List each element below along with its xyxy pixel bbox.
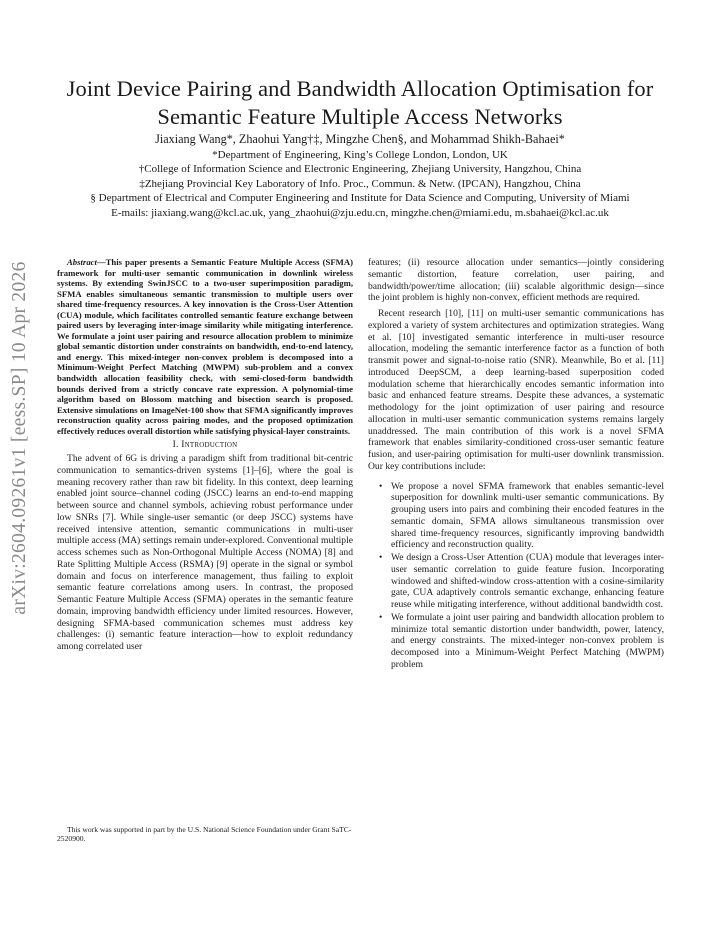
section-numeral: I. — [172, 439, 179, 451]
list-item — [368, 612, 664, 671]
arxiv-identifier-stamp — [5, 258, 35, 618]
contribution-list — [368, 481, 664, 671]
section-heading-introduction — [57, 439, 353, 451]
intro-paragraph-1: The advent of 6G is driving a paradigm shift from traditional bit-centric communication to semantics-driven systems [1]–[6], where the goal is meaning recovery rather than raw bit fidelity. In this context, deep learning enabled joint source–channel coding (JSCC) learns an end-to-end mapping between source and channel symbols, achieving robust performance under low SNRs [7]. While single-user semantic (or deep JSCC) systems have received intensive attention, semantic communications in multi-user multiple access (MA) settings remain under-explored. Conventional multiple access schemes such as Non-Orthogonal Multiple Access (NOMA) [8] and Rate Splitting Multiple Access (RSMA) [9] operate in the signal or symbol domain and focus on interference management, thus failing to exploit semantic feature correlations among users. In contrast, the proposed Semantic Feature Multiple Access (SFMA) operates in the semantic feature domain, improving bandwidth efficiency under limited resources. However, designing SFMA-based communication schemes must address key challenges: (i) semantic feature interaction—how to exploit redundancy among correlated user — [57, 453, 353, 653]
abstract-lead: Abstract — [67, 257, 97, 267]
bullet-marker: • — [379, 552, 383, 563]
abstract — [57, 257, 353, 436]
bullet-marker: • — [379, 480, 383, 492]
affiliation-line: †College of Information Science and Electronic Engineering, Zhejiang University, Hangzhou, China — [138, 163, 582, 176]
list-item — [368, 481, 664, 552]
affiliation-line: § Department of Electrical and Computer Engineering and Institute for Data Science and Computing, University of Miami — [90, 192, 630, 205]
abstract-text: —This paper presents a Semantic Feature Multiple Access (SFMA) framework for multi-user semantic communication in downlink wireless systems. By extending SwinJSCC to a two-user superimposition paradigm, SFMA enables simultaneous semantic transmission to multiple users over shared time-frequency resources. A key innovation is the Cross-User Attention (CUA) module, which facilitates controlled semantic feature exchange between paired users by leveraging inter-image similarity while mitigating interference. We formulate a joint user pairing and resource allocation problem to minimize global semantic distortion under constraints on bandwidth, end-to-end latency, and energy. This mixed-integer non-convex problem is decomposed into a Minimum-Weight Perfect Matching (MWPM) sub-problem and a convex bandwidth allocation feasibility check, with semi-closed-form bandwidth bounds derived from a strictly concave rate expression. A polynomial-time algorithm based on Blossom matching and bisection search is proposed. Extensive simulations on ImageNet-100 show that SFMA significantly improves reconstruction quality across pairing modes, and the proposed optimization effectively reduces overall distortion while satisfying physical-layer constraints. — [57, 257, 353, 436]
intro-paragraph-2: Recent research [10], [11] on multi-user semantic communications has explored a variety of system architectures and optimization strategies. Wang et al. [10] investigated semantic interference in multi-user resource allocation, modeling the semantic interference factor as a function of both transmit power and signal-to-noise ratio (SNR). Meanwhile, Bo et al. [11] introduced DeepSCM, a deep learning-based superposition coded modulation scheme that hierarchically encodes semantic information into basic and enhanced feature streams. Despite these advances, a systematic methodology for the joint optimization of user pairing and resource allocation in multi-user semantic communication systems remains largely unaddressed. The main contribution of this work is a novel SFMA framework that enables similarity-conditioned cross-user semantic feature fusion, and user-pairing optimisation for multi-user downlink transmission. Our key contributions include: — [368, 308, 664, 472]
affiliation-line: ‡Zhejiang Provincial Key Laboratory of Info. Proc., Commun. & Netw. (IPCAN), Hangzhou, China — [139, 177, 581, 190]
author-names: Jiaxiang Wang*, Zhaohui Yang†‡, Mingzhe Chen§, and Mohammad Shikh-Bahaei* — [155, 132, 565, 146]
left-column — [57, 257, 353, 653]
section-title: Introduction — [181, 439, 238, 451]
contribution-text: We formulate a joint user pairing and bandwidth allocation problem to minimize total semantic distortion under bandwidth, power, latency, and energy constraints. The mixed-integer non-convex problem is decomposed into a Minimum-Weight Perfect Matching (MWPM) problem — [391, 611, 664, 670]
funding-footnote — [57, 825, 353, 844]
list-item — [368, 552, 664, 611]
footnote-text: This work was supported in part by the U.S. National Science Foundation under Grant SaTC-2520900. — [57, 825, 352, 844]
arxiv-identifier-text: arXiv:2604.09261v1 [eess.SP] 10 Apr 2026 — [9, 261, 30, 615]
affiliation-line: *Department of Engineering, King’s College London, London, UK — [212, 149, 508, 161]
contribution-text: We propose a novel SFMA framework that enables semantic-level superposition for downlink multi-user semantic communications. By grouping users into pairs and combining their encoded features in the semantic domain, SFMA allows simultaneous transmission over shared time-frequency resources, significantly improving bandwidth efficiency and reconstruction quality. — [391, 480, 664, 551]
email-line: E-mails: jiaxiang.wang@kcl.ac.uk, yang_zhaohui@zju.edu.cn, mingzhe.chen@miami.edu, m.sbahaei@kcl.ac.uk — [111, 206, 609, 219]
right-column — [368, 257, 664, 672]
paper-title: Joint Device Pairing and Bandwidth Allocation Optimisation for Semantic Feature Multiple Access Networks — [66, 76, 654, 130]
bullet-marker: • — [379, 611, 383, 623]
contribution-text: We design a Cross-User Attention (CUA) module that leverages inter-user semantic correlation to guide feature fusion. Incorporating windowed and shifted-window cross-attention with a cosine-similarity gate, CUA adaptively controls semantic exchange, enhancing feature reuse while mitigating interference, without additional bandwidth cost. — [391, 552, 664, 610]
intro-paragraph-1-continued: features; (ii) resource allocation under semantics—jointly considering semantic distortion, feature correlation, user pairing, and bandwidth/power/time allocation; (iii) scalable algorithmic design—since the joint problem is highly non-convex, efficient methods are required. — [368, 257, 664, 304]
author-block — [30, 132, 690, 220]
